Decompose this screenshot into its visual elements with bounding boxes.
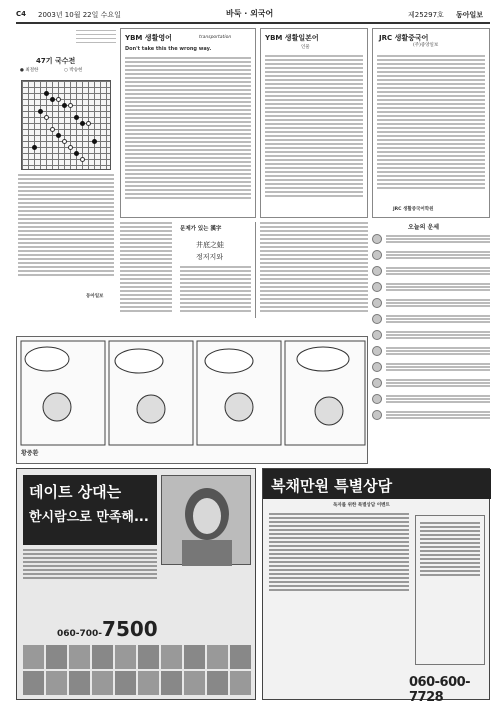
white-stone [62, 139, 67, 144]
fortune-row [372, 394, 490, 404]
white-stone [68, 103, 73, 108]
zodiac-icon [372, 394, 382, 404]
cartoon-drawing [17, 337, 369, 465]
dating-ad-text [23, 549, 157, 609]
fortune-ad-sidebar [415, 515, 485, 665]
fortune-row [372, 250, 490, 260]
white-stone [50, 127, 55, 132]
black-stone [44, 91, 49, 96]
fortune-list [372, 234, 490, 426]
black-stone [56, 133, 61, 138]
black-stone [74, 115, 79, 120]
white-stone [86, 121, 91, 126]
fortune-row [372, 234, 490, 244]
right-article [260, 222, 368, 318]
fortune-ad-headline: 복채만원 특별상담 [263, 469, 491, 499]
black-stone [62, 103, 67, 108]
black-stone [74, 151, 79, 156]
fortune-ad [262, 468, 490, 705]
white-stone [56, 97, 61, 102]
japanese-column [260, 28, 368, 218]
fortune-ad-subtitle: 독자를 위한 특별상담 이벤트 [333, 503, 390, 508]
cartoon-author: 황중환 [21, 450, 39, 457]
zodiac-icon [372, 378, 382, 388]
english-subtitle: transportation [199, 35, 232, 40]
japanese-logo: YBM 생활일본어 [265, 34, 319, 42]
black-stone [50, 97, 55, 102]
zodiac-icon [372, 362, 382, 372]
dating-ad-headline-line1: 데이트 상대는 [29, 483, 122, 501]
zodiac-icon [372, 266, 382, 276]
fortune-row [372, 266, 490, 276]
zodiac-icon [372, 330, 382, 340]
woman-portrait-icon [162, 476, 252, 566]
edition-number: 제25297호 [408, 11, 444, 19]
fortune-row [372, 330, 490, 340]
go-title: 47기 국수전 [36, 57, 76, 65]
chinese-logo: JRC 생활중국어 [379, 34, 429, 42]
black-player-name: 최철한 [25, 68, 39, 73]
chinese-column [372, 28, 490, 218]
english-headline: Don't take this the wrong way. [125, 46, 212, 52]
white-stone [68, 145, 73, 150]
zodiac-icon [372, 250, 382, 260]
fortune-column [372, 222, 490, 464]
page-date: 2003년 10월 22일 수요일 [38, 11, 121, 19]
fortune-row [372, 378, 490, 388]
middle-article [120, 222, 172, 318]
cartoon-strip [16, 336, 368, 464]
page-number: C4 [16, 10, 27, 18]
white-stone [80, 157, 85, 162]
zodiac-icon [372, 298, 382, 308]
paper-name: 동아일보 [456, 11, 484, 19]
go-column [16, 28, 116, 308]
fortune-row [372, 362, 490, 372]
go-info-text [76, 30, 116, 54]
english-logo: YBM 생활영어 [125, 34, 172, 42]
black-stone [38, 109, 43, 114]
go-board [21, 80, 111, 170]
fortune-row [372, 410, 490, 420]
fortune-ad-phone: 060-600-7728 [409, 675, 471, 705]
go-black-player: ● 최철한 [20, 68, 39, 73]
dating-ad-phone-number: 7500 [102, 617, 158, 641]
zodiac-icon [372, 282, 382, 292]
hanja-phrase: 井底之蛙 [196, 241, 224, 249]
hanja-reading: 정저지와 [196, 253, 224, 261]
english-column [120, 28, 256, 218]
black-stone [92, 139, 97, 144]
chinese-footer: JRC 생활중국어학원 [393, 207, 434, 212]
dating-ad-photo [161, 475, 251, 565]
zodiac-icon [372, 234, 382, 244]
dating-ad [16, 468, 256, 700]
fortune-title: 오늘의 운세 [408, 224, 440, 231]
go-commentary [18, 174, 114, 284]
dating-ad-headline [23, 475, 157, 545]
dating-ad-headline-line2: 한시람으로 만족해... [29, 510, 149, 525]
hanja-title: 문제가 있는 漢字 [180, 226, 222, 232]
dating-ad-phone [57, 617, 158, 641]
white-stone [44, 115, 49, 120]
fortune-row [372, 314, 490, 324]
hanja-box [176, 222, 256, 318]
section-title: 바둑 · 외국어 [226, 9, 274, 18]
fortune-ad-text [269, 513, 409, 673]
zodiac-icon [372, 410, 382, 420]
page-header [16, 6, 490, 24]
black-stone [32, 145, 37, 150]
zodiac-icon [372, 346, 382, 356]
white-player-name: 박승현 [69, 68, 83, 73]
go-logo: 동아일보 [86, 294, 104, 299]
go-white-player: ○ 박승현 [64, 68, 83, 73]
dating-ad-photo-grid [23, 645, 251, 695]
fortune-row [372, 298, 490, 308]
fortune-row [372, 346, 490, 356]
dating-ad-phone-prefix: 060-700- [57, 629, 103, 639]
zodiac-icon [372, 314, 382, 324]
fortune-row [372, 282, 490, 292]
black-stone [80, 121, 85, 126]
chinese-subtitle: (주)중앙일보 [413, 43, 439, 48]
japanese-subtitle: 인물 [301, 45, 310, 50]
